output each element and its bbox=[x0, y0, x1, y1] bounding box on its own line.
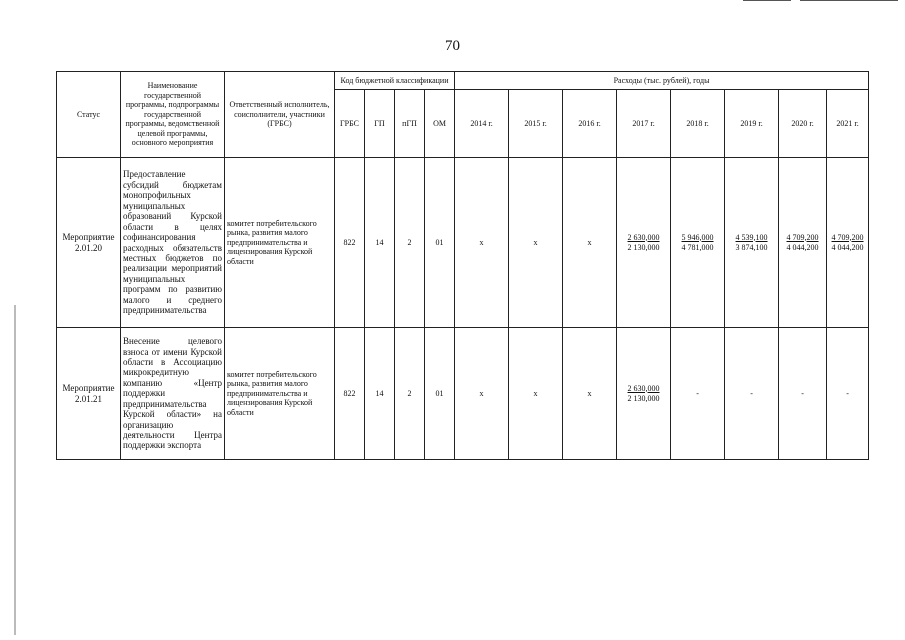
row-year-2015 bbox=[509, 328, 563, 460]
row-status: Мероприятие 2.01.21 bbox=[57, 328, 121, 460]
top-rule-right bbox=[800, 0, 898, 1]
row-year-2020 bbox=[779, 158, 827, 328]
row-year-2015 bbox=[509, 158, 563, 328]
amount-planned: x bbox=[587, 388, 592, 398]
amount-planned: - bbox=[801, 388, 804, 398]
row-code-gp: 14 bbox=[365, 328, 395, 460]
header-year-2016: 2016 г. bbox=[563, 90, 617, 158]
header-year-2019: 2019 г. bbox=[725, 90, 779, 158]
header-year-2017: 2017 г. bbox=[617, 90, 671, 158]
amount-regional: 2 130,000 bbox=[627, 242, 660, 252]
amount-planned: 4 709,200 bbox=[786, 232, 819, 242]
amount-regional: 2 130,000 bbox=[627, 393, 660, 403]
table-row bbox=[57, 158, 869, 328]
header-responsible: Ответственный исполнитель, соисполнители, участники (ГРБС) bbox=[225, 72, 335, 158]
scan-edge-mark bbox=[14, 305, 16, 635]
amount-planned: 5 946,000 bbox=[681, 232, 714, 242]
row-code-om: 01 bbox=[425, 328, 455, 460]
row-year-2018 bbox=[671, 158, 725, 328]
header-year-2021: 2021 г. bbox=[827, 90, 869, 158]
row-code-om: 01 bbox=[425, 158, 455, 328]
table-row bbox=[57, 328, 869, 460]
header-code-grbs: ГРБС bbox=[335, 90, 365, 158]
header-code-gp: ГП bbox=[365, 90, 395, 158]
amount-planned: x bbox=[479, 237, 484, 247]
amount-planned: x bbox=[533, 237, 538, 247]
amount-planned: - bbox=[696, 388, 699, 398]
amount-planned: - bbox=[750, 388, 753, 398]
amount-regional: 4 044,200 bbox=[786, 242, 819, 252]
row-year-2014 bbox=[455, 158, 509, 328]
header-budget-code: Код бюджетной классификации bbox=[335, 72, 455, 90]
row-year-2017 bbox=[617, 328, 671, 460]
row-responsible: комитет потребительского рынка, развития малого предпринимательства и лицензирования Курской области bbox=[225, 158, 335, 328]
row-status: Мероприятие 2.01.20 bbox=[57, 158, 121, 328]
row-year-2019 bbox=[725, 328, 779, 460]
amount-regional: 4 044,200 bbox=[831, 242, 864, 252]
row-year-2016 bbox=[563, 158, 617, 328]
budget-table bbox=[56, 71, 869, 460]
header-expenses: Расходы (тыс. рублей), годы bbox=[455, 72, 869, 90]
amount-planned: 4 539,100 bbox=[735, 232, 768, 242]
header-status: Статус bbox=[57, 72, 121, 158]
header-program-name: Наименование государственной программы, подпрограммы государственной программы, ведомственной целевой программы, основного мероприятия bbox=[121, 72, 225, 158]
row-year-2019 bbox=[725, 158, 779, 328]
row-program-name: Предоставление субсидий бюджетам монопрофильных муниципальных образований Курской области в целях софинансирования расходных обязательств местных бюджетов по реализации мероприятий муниципальных программ по развитию малого и среднего предпринимательства bbox=[121, 158, 225, 328]
row-code-gp: 14 bbox=[365, 158, 395, 328]
amount-planned: x bbox=[479, 388, 484, 398]
row-year-2020 bbox=[779, 328, 827, 460]
header-year-2020: 2020 г. bbox=[779, 90, 827, 158]
amount-planned: 4 709,200 bbox=[831, 232, 864, 242]
header-year-2014: 2014 г. bbox=[455, 90, 509, 158]
row-year-2017 bbox=[617, 158, 671, 328]
amount-regional: 3 874,100 bbox=[735, 242, 768, 252]
amount-planned: x bbox=[587, 237, 592, 247]
top-rule-left bbox=[743, 0, 791, 1]
header-code-pgp: пГП bbox=[395, 90, 425, 158]
amount-regional: 4 781,000 bbox=[681, 242, 714, 252]
row-year-2018 bbox=[671, 328, 725, 460]
row-year-2014 bbox=[455, 328, 509, 460]
row-code-grbs: 822 bbox=[335, 328, 365, 460]
row-code-pgp: 2 bbox=[395, 158, 425, 328]
header-year-2015: 2015 г. bbox=[509, 90, 563, 158]
row-year-2021 bbox=[827, 158, 869, 328]
amount-planned: - bbox=[846, 388, 849, 398]
page-number: 70 bbox=[445, 38, 460, 54]
amount-planned: 2 630,000 bbox=[627, 383, 660, 393]
row-program-name: Внесение целевого взноса от имени Курской области в Ассоциацию микрокредитную компанию «Центр поддержки предпринимательства Курской области» на организацию деятельности Центра поддержки экспорта bbox=[121, 328, 225, 460]
amount-planned: x bbox=[533, 388, 538, 398]
header-code-om: ОМ bbox=[425, 90, 455, 158]
header-year-2018: 2018 г. bbox=[671, 90, 725, 158]
row-year-2021 bbox=[827, 328, 869, 460]
row-code-pgp: 2 bbox=[395, 328, 425, 460]
row-responsible: комитет потребительского рынка, развития малого предпринимательства и лицензирования Курской области bbox=[225, 328, 335, 460]
row-code-grbs: 822 bbox=[335, 158, 365, 328]
row-year-2016 bbox=[563, 328, 617, 460]
amount-planned: 2 630,000 bbox=[627, 232, 660, 242]
